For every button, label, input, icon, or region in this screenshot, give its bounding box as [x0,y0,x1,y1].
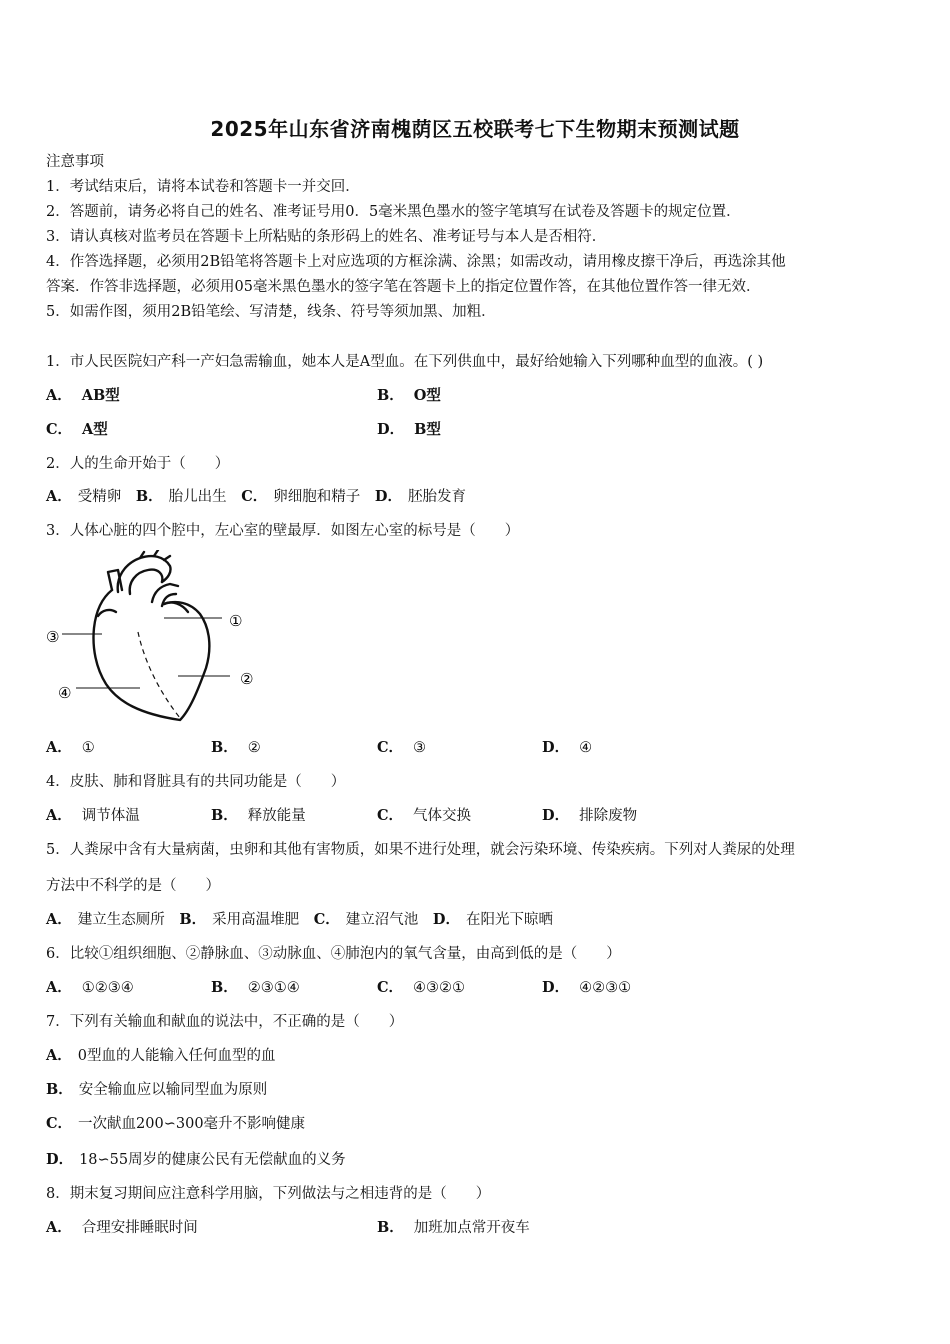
q1-option-b [377,386,441,406]
notice-item: 答案．作答非选择题，必须用05毫米黑色墨水的签字笔在答题卡上的指定位置作答，在其他位置作答一律无效． [46,279,761,295]
q1-option-c [46,420,108,440]
q6-option-b [211,978,300,998]
q3-option-b [211,738,261,758]
option-text: 一次献血200∽300毫升不影响健康 [78,1116,306,1132]
option-text: AB型 [81,387,120,404]
option-label: B． [377,1219,404,1236]
question-6-stem: 6．比较①组织细胞、②静脉血、③动脉血、④肺泡内的氧气含量，由高到低的是（ ） [46,946,621,962]
notice-item: 5．如需作图，须用2B铅笔绘、写清楚，线条、符号等须加黑、加粗． [46,304,496,320]
page-title: 2025年山东省济南槐荫区五校联考七下生物期末预测试题 [210,117,740,141]
marker-3: ③ [46,628,60,646]
notice-heading: 注意事项 [46,154,104,170]
q6-option-a [46,978,134,998]
option-text: O型 [413,387,441,404]
option-text: ④②③① [579,980,632,996]
option-label: C． [377,979,404,996]
option-text: 建立沼气池 [345,912,419,928]
option-text: 在阳光下晾晒 [465,912,553,928]
option-label: C． [241,488,268,505]
option-text: ②③①④ [247,980,300,996]
option-text: B型 [414,421,441,438]
notice-item: 4．作答选择题，必须用2B铅笔将答题卡上对应选项的方框涂满、涂黑；如需改动，请用橡皮擦干净后，再选涂其他 [46,254,786,270]
q7-option-c [46,1114,305,1134]
septum [138,632,180,718]
option-label: A． [46,807,72,824]
option-text: 调节体温 [81,808,140,824]
marker-1: ① [229,612,243,630]
option-label: A． [46,911,72,928]
q1-option-d [377,420,441,440]
option-label: D． [542,979,570,996]
option-label: B． [211,979,238,996]
q1-option-a [46,386,120,406]
option-text: 卵细胞和精子 [273,489,361,505]
q4-option-a [46,806,140,826]
option-text: 采用高温堆肥 [212,912,300,928]
q4-option-d [542,806,637,826]
option-text: ① [81,740,95,756]
option-label: D． [542,807,570,824]
option-label: D． [542,739,570,756]
q2-options [46,487,466,507]
option-label: D． [432,911,460,928]
q3-option-c [377,738,426,758]
question-7-stem: 7．下列有关输血和献血的说法中，不正确的是（ ） [46,1014,404,1030]
option-label: D． [377,421,405,438]
option-label: B． [46,1081,73,1098]
option-label: C． [377,739,404,756]
option-text: 排除废物 [579,808,638,824]
option-text: 释放能量 [247,808,306,824]
q4-option-c [377,806,471,826]
heart-diagram [40,550,270,730]
option-label: B． [211,739,238,756]
option-text: ④③②① [413,980,466,996]
question-3-stem: 3．人体心脏的四个腔中，左心室的壁最厚．如图左心室的标号是（ ） [46,523,520,539]
option-label: B． [179,911,207,928]
option-text: 0型血的人能输入任何血型的血 [77,1048,276,1064]
q3-option-d [542,738,592,758]
q8-option-b [377,1218,530,1238]
option-label: D． [374,488,402,505]
option-text: 胎儿出生 [168,489,227,505]
option-label: A． [46,1047,72,1064]
option-text: 胚胎发育 [407,489,466,505]
option-text: 气体交换 [413,808,472,824]
option-label: A． [46,739,72,756]
option-label: B． [211,807,238,824]
option-label: C． [313,911,340,928]
option-text: 加班加点常开夜车 [413,1220,530,1236]
question-5-stem: 5．人粪尿中含有大量病菌，虫卵和其他有害物质，如果不进行处理，就会污染环境、传染疾病。下列对人粪尿的处理 [46,842,795,858]
q7-option-d [46,1150,346,1170]
q8-option-a [46,1218,198,1238]
q7-option-b [46,1080,267,1100]
option-text: 18∽55周岁的健康公民有无偿献血的义务 [79,1152,346,1168]
option-label: C． [46,421,73,438]
vena-cava [108,570,122,590]
option-label: A． [46,979,72,996]
question-4-stem: 4．皮肤、肺和肾脏具有的共同功能是（ ） [46,774,346,790]
option-label: C． [377,807,404,824]
marker-4: ④ [58,684,72,702]
option-text: 受精卵 [77,489,122,505]
option-text: ③ [413,740,427,756]
option-text: ①②③④ [81,980,134,996]
q6-option-c [377,978,465,998]
notice-item: 3．请认真核对监考员在答题卡上所粘贴的条形码上的姓名、准考证号与本人是否相符． [46,229,607,245]
option-label: C． [46,1115,73,1132]
q4-option-b [211,806,306,826]
q3-option-a [46,738,95,758]
option-label: B． [135,488,163,505]
q6-option-d [542,978,631,998]
option-text: 合理安排睡眠时间 [81,1220,198,1236]
question-5-stem-cont: 方法中不科学的是（ ） [46,878,220,894]
q5-options [46,910,553,930]
option-text: 建立生态厕所 [77,912,165,928]
option-label: A． [46,1219,72,1236]
question-2-stem: 2．人的生命开始于（ ） [46,456,230,472]
option-text: 安全输血应以输同型血为原则 [78,1082,268,1098]
question-8-stem: 8．期末复习期间应注意科学用脑，下列做法与之相违背的是（ ） [46,1186,491,1202]
marker-2: ② [240,670,254,688]
notice-item: 1．考试结束后，请将本试卷和答题卡一并交回． [46,179,360,195]
option-text: ② [247,740,261,756]
option-label: A． [46,488,72,505]
option-label: A． [46,387,72,404]
q7-option-a [46,1046,276,1066]
notice-item: 2．答题前，请务必将自己的姓名、准考证号用0．5毫米黑色墨水的签字笔填写在试卷及答题卡的规定位置． [46,204,741,220]
option-label: B． [377,387,404,404]
option-text: A型 [82,421,108,438]
question-1-stem: 1．市人民医院妇产科一产妇急需输血，她本人是A型血。在下列供血中，最好给她输入下列哪种血型的血液。( ) [46,354,764,370]
option-label: D． [46,1151,74,1168]
option-text: ④ [579,740,593,756]
